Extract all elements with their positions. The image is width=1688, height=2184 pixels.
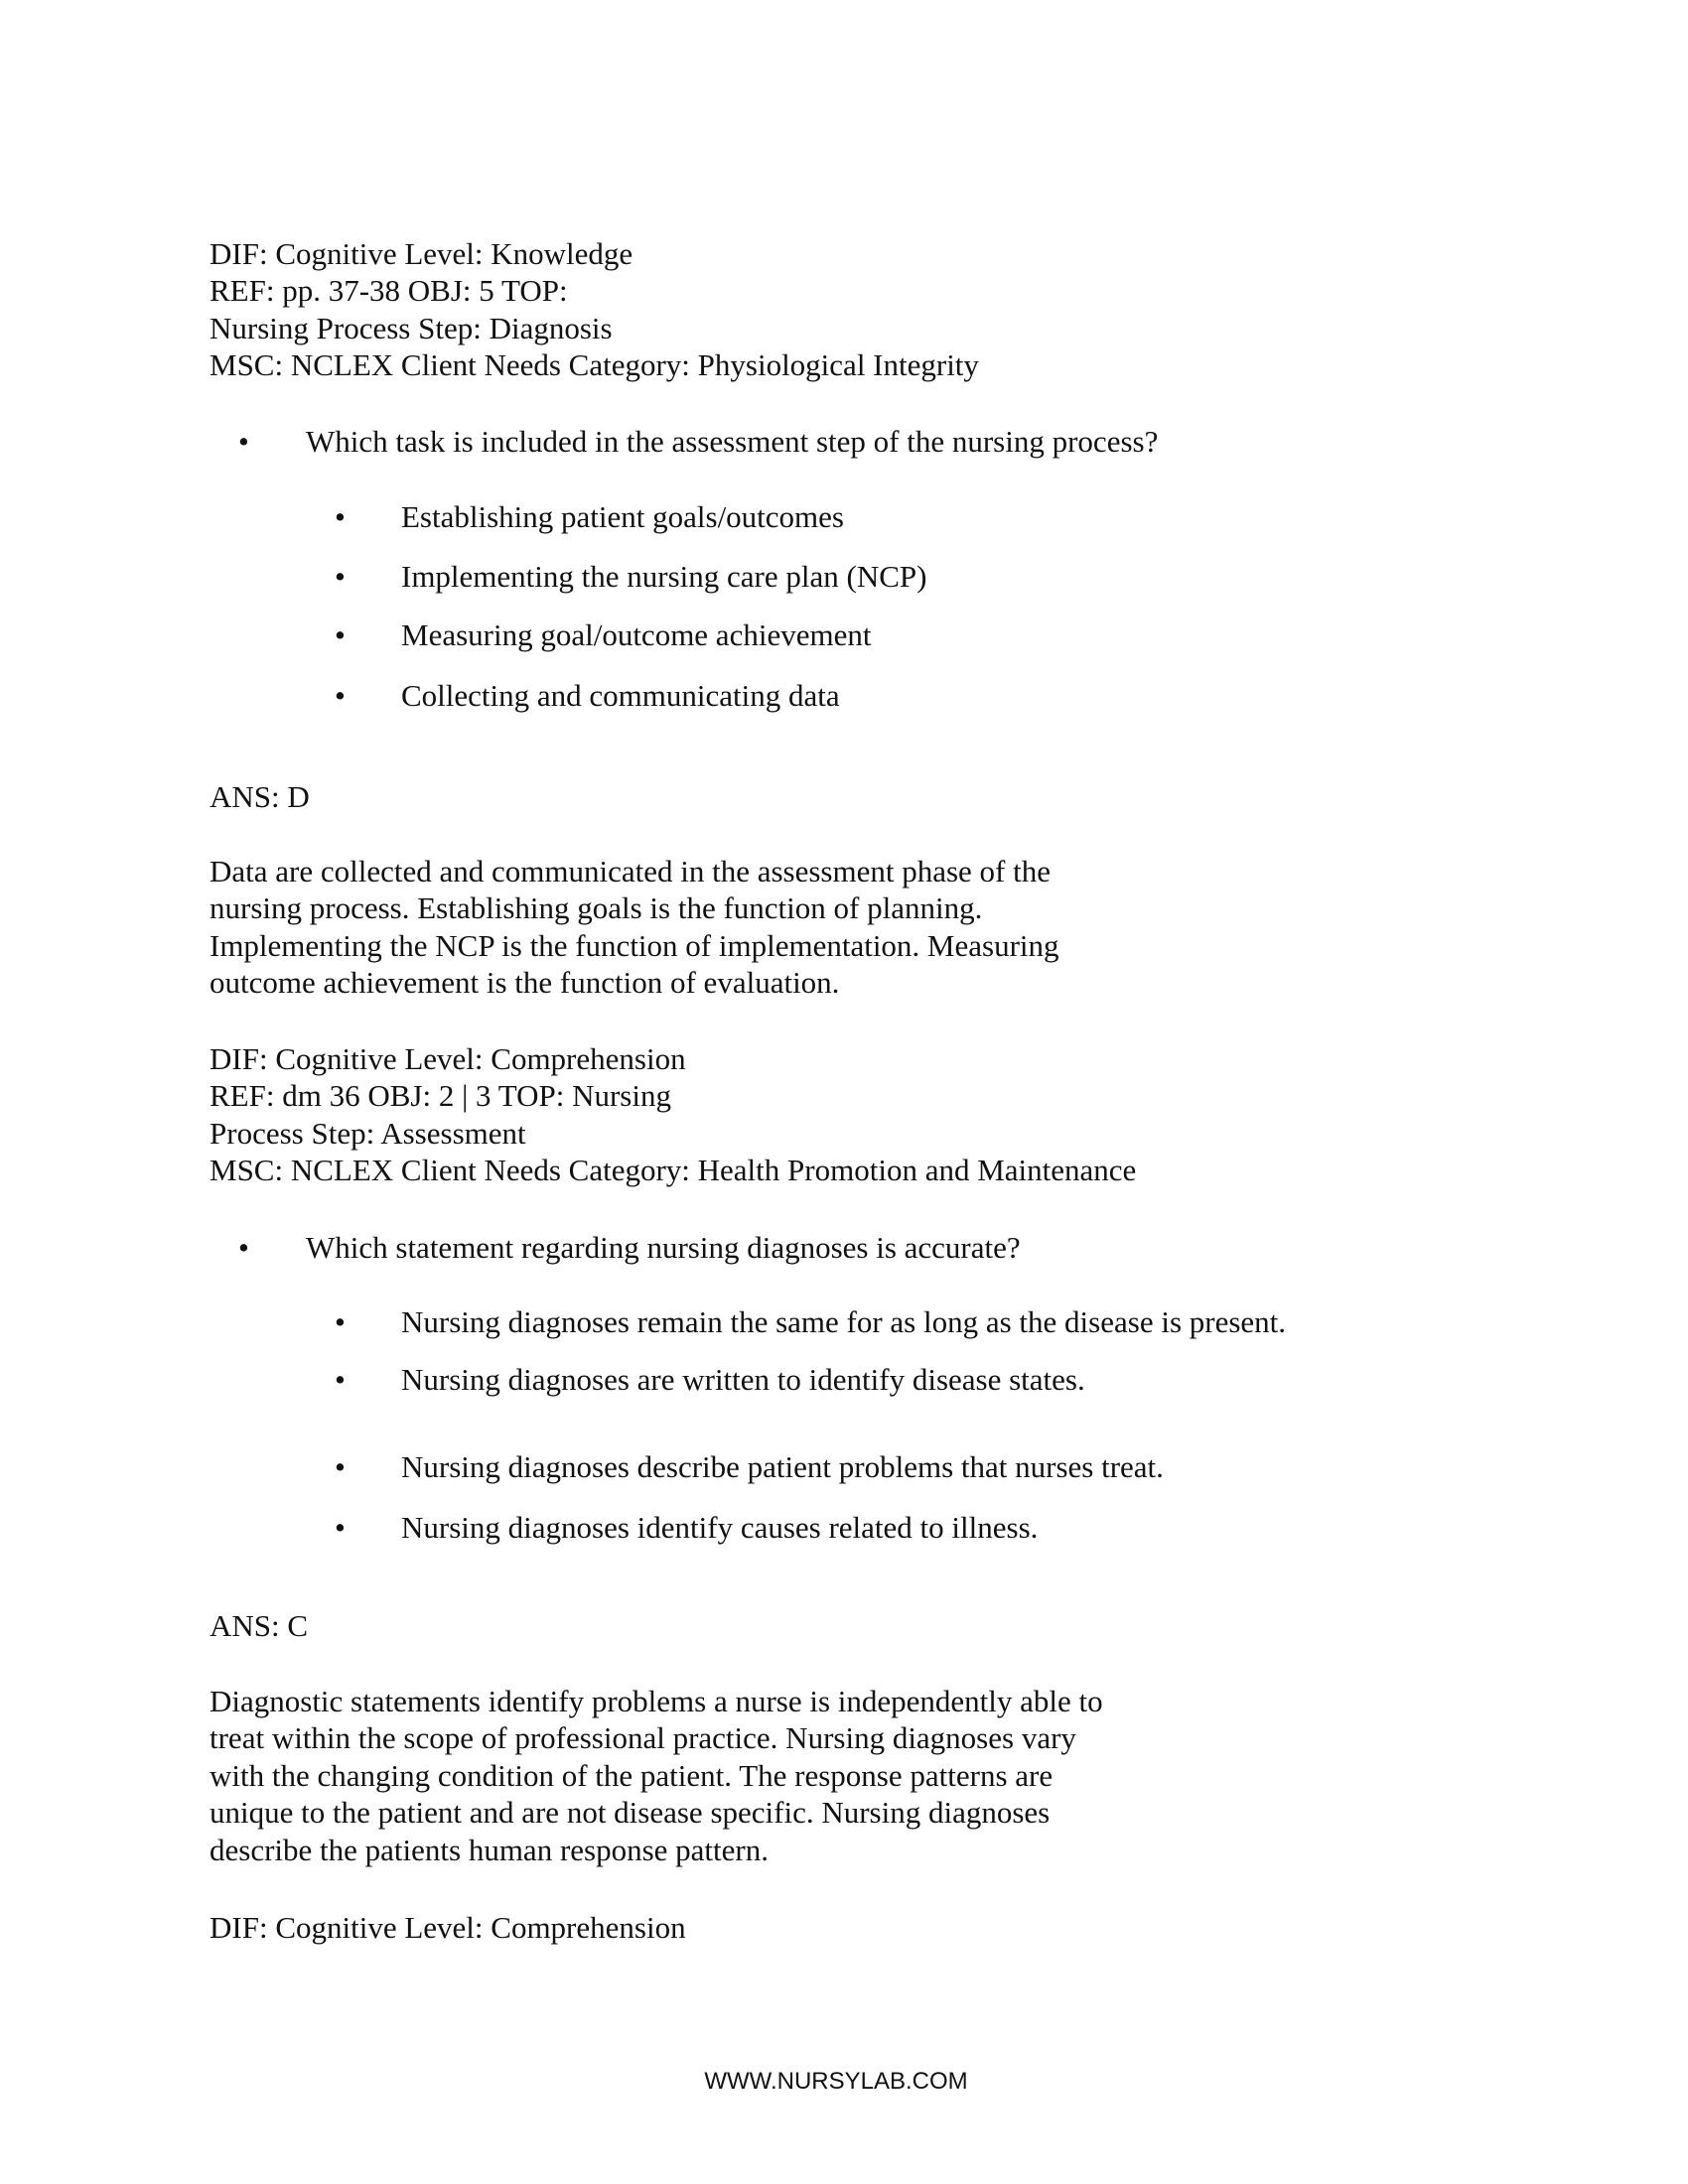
rationale-line: Diagnostic statements identify problems a nurse is independently able to [210,1684,1103,1718]
rationale-line: with the changing condition of the patient. The response patterns are [210,1758,1054,1793]
question-1: Which task is included in the assessment step of the nursing process? [306,424,1159,459]
option-c: Measuring goal/outcome achievement [401,617,872,652]
bullet-icon: • [335,617,346,652]
meta-line: MSC: NCLEX Client Needs Category: Physiological Integrity [210,347,979,382]
option-b: Nursing diagnoses are written to identify disease states. [401,1362,1085,1397]
question-2: Which statement regarding nursing diagnoses is accurate? [306,1230,1021,1265]
bullet-icon: • [335,1510,346,1545]
rationale-line: unique to the patient and are not disease specific. Nursing diagnoses [210,1795,1051,1830]
rationale-line: Data are collected and communicated in the assessment phase of the [210,854,1052,888]
option-d: Nursing diagnoses identify causes related to illness. [401,1510,1039,1545]
meta-line: Process Step: Assessment [210,1116,526,1151]
meta-line: DIF: Cognitive Level: Knowledge [210,236,633,271]
rationale-line: describe the patients human response pattern. [210,1833,769,1867]
meta-line: REF: pp. 37-38 OBJ: 5 TOP: [210,273,568,308]
option-c: Nursing diagnoses describe patient problems that nurses treat. [401,1449,1164,1484]
bullet-icon: • [335,1362,346,1397]
answer-1: ANS: D [210,779,310,814]
option-a: Nursing diagnoses remain the same for as long as the disease is present. [401,1304,1287,1339]
bullet-icon: • [238,424,249,459]
bullet-icon: • [335,1304,346,1339]
meta-line: REF: dm 36 OBJ: 2 | 3 TOP: Nursing [210,1078,671,1113]
bullet-icon: • [238,1230,249,1265]
footer-website: WWW.NURSYLAB.COM [704,2068,968,2095]
bullet-icon: • [335,559,346,594]
meta-line: DIF: Cognitive Level: Comprehension [210,1910,686,1945]
option-a: Establishing patient goals/outcomes [401,499,844,534]
rationale-line: treat within the scope of professional practice. Nursing diagnoses vary [210,1720,1076,1755]
meta-line: DIF: Cognitive Level: Comprehension [210,1041,686,1076]
rationale-line: Implementing the NCP is the function of implementation. Measuring [210,928,1059,963]
meta-line: MSC: NCLEX Client Needs Category: Health Promotion and Maintenance [210,1153,1137,1187]
bullet-icon: • [335,1449,346,1484]
rationale-line: outcome achievement is the function of evaluation. [210,965,840,1000]
meta-line: Nursing Process Step: Diagnosis [210,311,613,345]
rationale-line: nursing process. Establishing goals is the function of planning. [210,890,983,925]
option-b: Implementing the nursing care plan (NCP) [401,559,927,594]
bullet-icon: • [335,499,346,534]
answer-2: ANS: C [210,1608,309,1643]
option-d: Collecting and communicating data [401,678,840,713]
bullet-icon: • [335,678,346,713]
